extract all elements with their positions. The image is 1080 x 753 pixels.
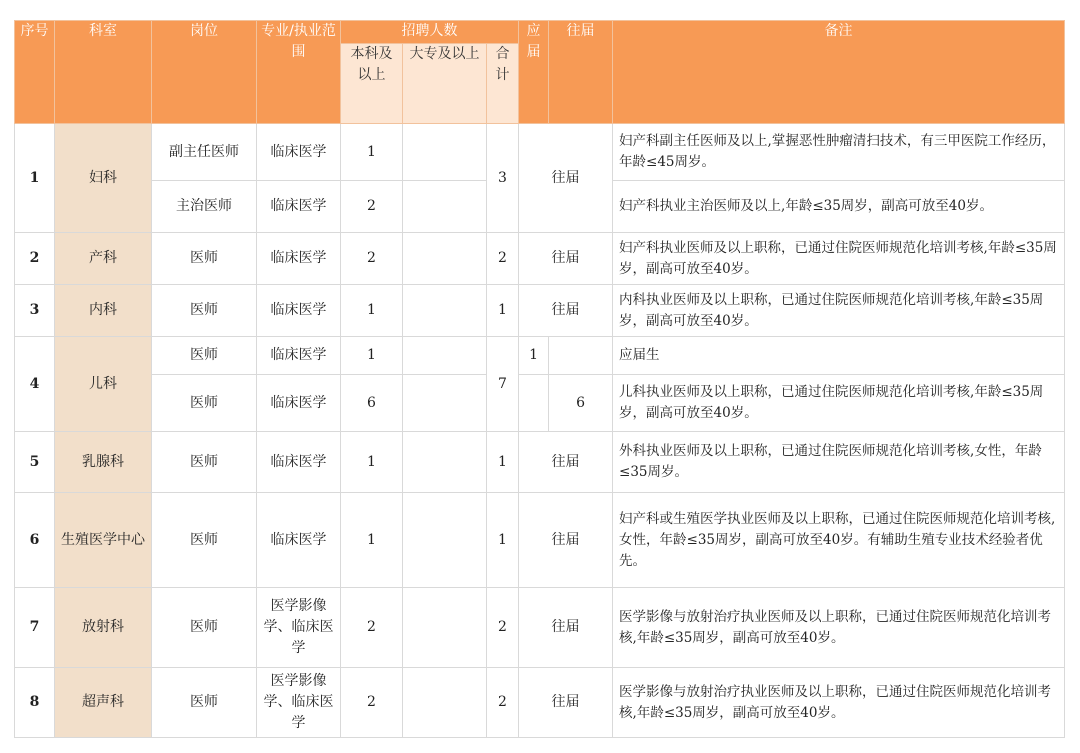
row-number: 8	[15, 668, 55, 738]
bachelor-count: 1	[341, 124, 403, 181]
major-cell: 临床医学	[257, 337, 341, 375]
total-count: 2	[487, 233, 519, 285]
header-fresh: 应届	[519, 21, 549, 124]
remark-cell: 妇产科或生殖医学执业医师及以上职称，已通过住院医师规范化培训考核,女性，年龄≤35周岁，副高可放至40岁。有辅助生殖专业技术经验者优先。	[613, 493, 1065, 588]
remark-cell: 外科执业医师及以上职称，已通过住院医师规范化培训考核,女性，年龄≤35周岁。	[613, 432, 1065, 493]
department-cell: 放射科	[55, 588, 152, 668]
bachelor-count: 1	[341, 337, 403, 375]
remark-cell: 妇产科执业主治医师及以上,年龄≤35周岁，副高可放至40岁。	[613, 181, 1065, 233]
header-post: 岗位	[152, 21, 257, 124]
graduate-status: 往届	[519, 493, 613, 588]
row-number: 5	[15, 432, 55, 493]
bachelor-count: 1	[341, 432, 403, 493]
remark-cell: 应届生	[613, 337, 1065, 375]
college-count	[403, 493, 487, 588]
bachelor-count: 2	[341, 233, 403, 285]
college-count	[403, 588, 487, 668]
department-cell: 儿科	[55, 337, 152, 432]
header-seq: 序号	[15, 21, 55, 124]
row-number: 6	[15, 493, 55, 588]
post-cell: 医师	[152, 493, 257, 588]
post-cell: 医师	[152, 668, 257, 738]
graduate-status: 往届	[519, 668, 613, 738]
row-number: 1	[15, 124, 55, 233]
remark-cell: 儿科执业医师及以上职称，已通过住院医师规范化培训考核,年龄≤35周岁，副高可放至40岁。	[613, 375, 1065, 432]
total-count: 2	[487, 588, 519, 668]
fresh-count: 1	[519, 337, 549, 375]
total-count: 2	[487, 668, 519, 738]
row-number: 2	[15, 233, 55, 285]
graduate-status: 往届	[519, 233, 613, 285]
department-cell: 妇科	[55, 124, 152, 233]
header-bachelor: 本科及以上	[341, 44, 403, 124]
total-count: 1	[487, 432, 519, 493]
row-number: 3	[15, 285, 55, 337]
college-count	[403, 337, 487, 375]
post-cell: 医师	[152, 337, 257, 375]
total-count: 1	[487, 285, 519, 337]
header-dept: 科室	[55, 21, 152, 124]
department-cell: 超声科	[55, 668, 152, 738]
department-cell: 产科	[55, 233, 152, 285]
header-major: 专业/执业范围	[257, 21, 341, 124]
major-cell: 医学影像学、临床医学	[257, 588, 341, 668]
total-count: 3	[487, 124, 519, 233]
header-college: 大专及以上	[403, 44, 487, 124]
past-count: 6	[549, 375, 613, 432]
department-cell: 乳腺科	[55, 432, 152, 493]
major-cell: 临床医学	[257, 432, 341, 493]
bachelor-count: 2	[341, 181, 403, 233]
bachelor-count: 2	[341, 588, 403, 668]
graduate-status: 往届	[519, 285, 613, 337]
graduate-status: 往届	[519, 432, 613, 493]
post-cell: 医师	[152, 285, 257, 337]
college-count	[403, 285, 487, 337]
remark-cell: 妇产科副主任医师及以上,掌握恶性肿瘤清扫技术，有三甲医院工作经历，年龄≤45周岁。	[613, 124, 1065, 181]
department-cell: 内科	[55, 285, 152, 337]
remark-cell: 医学影像与放射治疗执业医师及以上职称，已通过住院医师规范化培训考核,年龄≤35周岁，副高可放至40岁。	[613, 588, 1065, 668]
header-remark: 备注	[613, 21, 1065, 124]
bachelor-count: 1	[341, 493, 403, 588]
remark-cell: 内科执业医师及以上职称，已通过住院医师规范化培训考核,年龄≤35周岁，副高可放至40岁。	[613, 285, 1065, 337]
header-recruit: 招聘人数	[341, 21, 519, 44]
college-count	[403, 233, 487, 285]
bachelor-count: 2	[341, 668, 403, 738]
major-cell: 临床医学	[257, 375, 341, 432]
total-count: 7	[487, 337, 519, 432]
post-cell: 医师	[152, 432, 257, 493]
college-count	[403, 181, 487, 233]
college-count	[403, 668, 487, 738]
post-cell: 医师	[152, 588, 257, 668]
fresh-count	[519, 375, 549, 432]
post-cell: 主治医师	[152, 181, 257, 233]
remark-cell: 妇产科执业医师及以上职称，已通过住院医师规范化培训考核,年龄≤35周岁，副高可放至40岁。	[613, 233, 1065, 285]
major-cell: 临床医学	[257, 181, 341, 233]
college-count	[403, 432, 487, 493]
major-cell: 临床医学	[257, 124, 341, 181]
post-cell: 医师	[152, 233, 257, 285]
college-count	[403, 375, 487, 432]
graduate-status: 往届	[519, 124, 613, 233]
major-cell: 医学影像学、临床医学	[257, 668, 341, 738]
total-count: 1	[487, 493, 519, 588]
row-number: 7	[15, 588, 55, 668]
department-cell: 生殖医学中心	[55, 493, 152, 588]
header-past: 往届	[549, 21, 613, 124]
college-count	[403, 124, 487, 181]
major-cell: 临床医学	[257, 285, 341, 337]
major-cell: 临床医学	[257, 233, 341, 285]
past-count	[549, 337, 613, 375]
remark-cell: 医学影像与放射治疗执业医师及以上职称，已通过住院医师规范化培训考核,年龄≤35周岁，副高可放至40岁。	[613, 668, 1065, 738]
row-number: 4	[15, 337, 55, 432]
graduate-status: 往届	[519, 588, 613, 668]
major-cell: 临床医学	[257, 493, 341, 588]
recruitment-table	[14, 20, 1065, 738]
bachelor-count: 1	[341, 285, 403, 337]
post-cell: 医师	[152, 375, 257, 432]
post-cell: 副主任医师	[152, 124, 257, 181]
header-total: 合计	[487, 44, 519, 124]
bachelor-count: 6	[341, 375, 403, 432]
